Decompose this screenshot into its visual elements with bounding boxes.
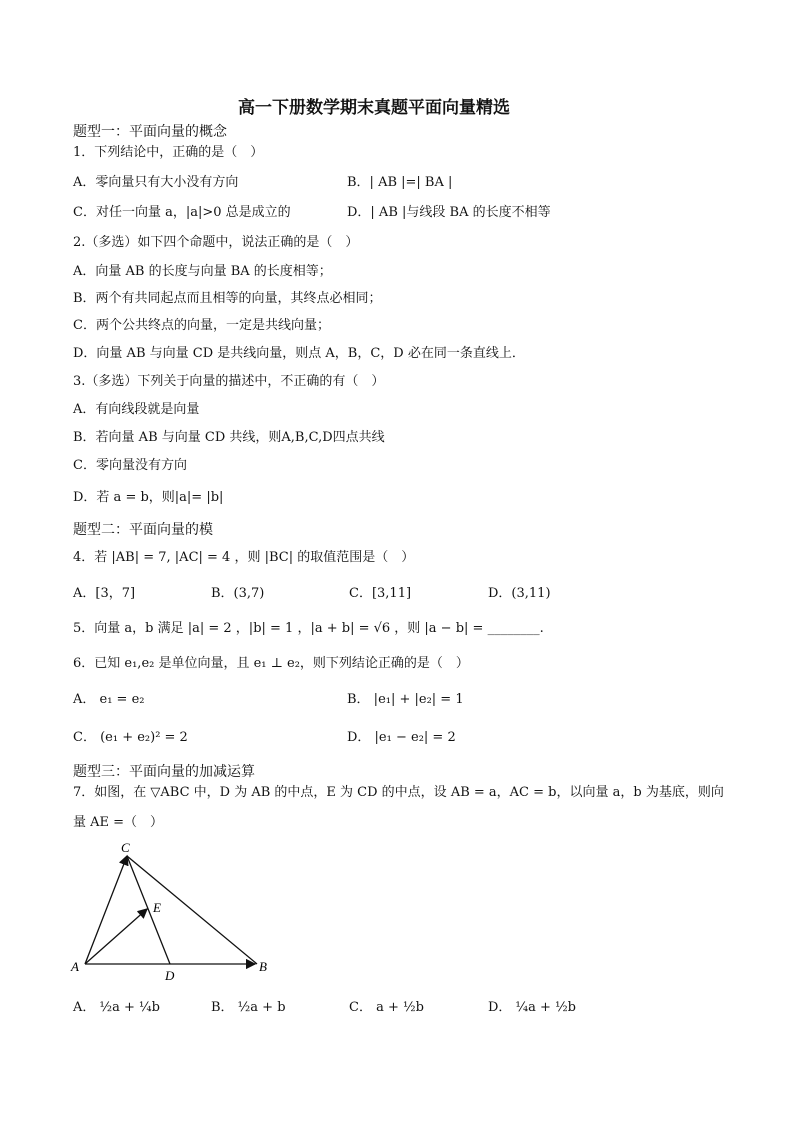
q3-stem: 3.（多选）下列关于向量的描述中，不正确的有（ ） (73, 374, 385, 389)
label-d: D (165, 968, 175, 983)
section-heading-1: 题型一：平面向量的概念 (73, 124, 227, 140)
q2-option-a: A．向量 AB 的长度与向量 BA 的长度相等； (73, 264, 332, 279)
q1-option-d: D．| AB |与线段 BA 的长度不相等 (347, 205, 551, 220)
segment-ae (85, 909, 147, 964)
q4-option-c: C．[3,11] (349, 586, 412, 601)
q1-option-b: B．| AB |=| BA | (347, 175, 453, 190)
q7-option-b: B． ½a + b (211, 1000, 286, 1015)
q2-option-d: D．向量 AB 与向量 CD 是共线向量，则点 A，B，C，D 必在同一条直线上． (73, 346, 525, 361)
q4-option-b: B．(3,7) (211, 586, 265, 601)
q3-option-d: D．若 a = b，则|a|= |b| (73, 490, 224, 505)
segment-cd (127, 856, 170, 964)
triangle-figure (65, 835, 285, 985)
q6-option-a: A． e₁ = e₂ (73, 692, 145, 707)
q1-option-a: A．零向量只有大小没有方向 (73, 175, 239, 190)
q7-stem-line1: 7．如图，在 ▽ABC 中，D 为 AB 的中点，E 为 CD 的中点，设 AB = a，AC = b，以向量 a，b 为基底，则向 (73, 785, 724, 800)
q7-option-c: C． a + ½b (349, 1000, 424, 1015)
q2-option-b: B．两个有共同起点而且相等的向量，其终点必相同； (73, 291, 382, 306)
q6-option-c: C． (e₁ + e₂)² = 2 (73, 730, 188, 745)
q6-option-d: D． |e₁ − e₂| = 2 (347, 730, 456, 745)
label-b: B (259, 959, 267, 974)
section-heading-3: 题型三：平面向量的加减运算 (73, 764, 255, 780)
q4-option-a: A．[3，7] (73, 586, 136, 601)
label-e: E (153, 900, 161, 915)
q1-stem: 1．下列结论中，正确的是（ ） (73, 145, 264, 160)
section-heading-2: 题型二：平面向量的模 (73, 522, 213, 538)
q3-option-c: C．零向量没有方向 (73, 458, 187, 473)
q2-option-c: C．两个公共终点的向量，一定是共线向量； (73, 318, 330, 333)
q3-option-a: A．有向线段就是向量 (73, 402, 200, 417)
q6-stem: 6．已知 e₁,e₂ 是单位向量，且 e₁ ⊥ e₂，则下列结论正确的是（ ） (73, 656, 469, 671)
q5-stem: 5．向量 a，b 满足 |a| = 2 ，|b| = 1 ，|a + b| = √6 ，则 |a − b| = ________. (73, 621, 544, 636)
page-title: 高一下册数学期末真题平面向量精选 (238, 98, 510, 118)
q7-stem-line2: 量 AE =（ ） (73, 815, 164, 830)
q6-option-b: B． |e₁| + |e₂| = 1 (347, 692, 464, 707)
label-c: C (121, 840, 130, 855)
q7-option-a: A． ½a + ¼b (73, 1000, 160, 1015)
q2-stem: 2.（多选）如下四个命题中，说法正确的是（ ） (73, 235, 359, 250)
q4-stem: 4．若 |AB| = 7, |AC| = 4 ，则 |BC| 的取值范围是（ ） (73, 550, 415, 565)
q1-option-c: C．对任一向量 a，|a|>0 总是成立的 (73, 205, 291, 220)
segment-ac (85, 856, 127, 964)
q3-option-b: B．若向量 AB 与向量 CD 共线，则A,B,C,D四点共线 (73, 430, 385, 445)
label-a: A (71, 959, 79, 974)
q7-option-d: D． ¼a + ½b (488, 1000, 576, 1015)
q4-option-d: D．(3,11) (488, 586, 551, 601)
